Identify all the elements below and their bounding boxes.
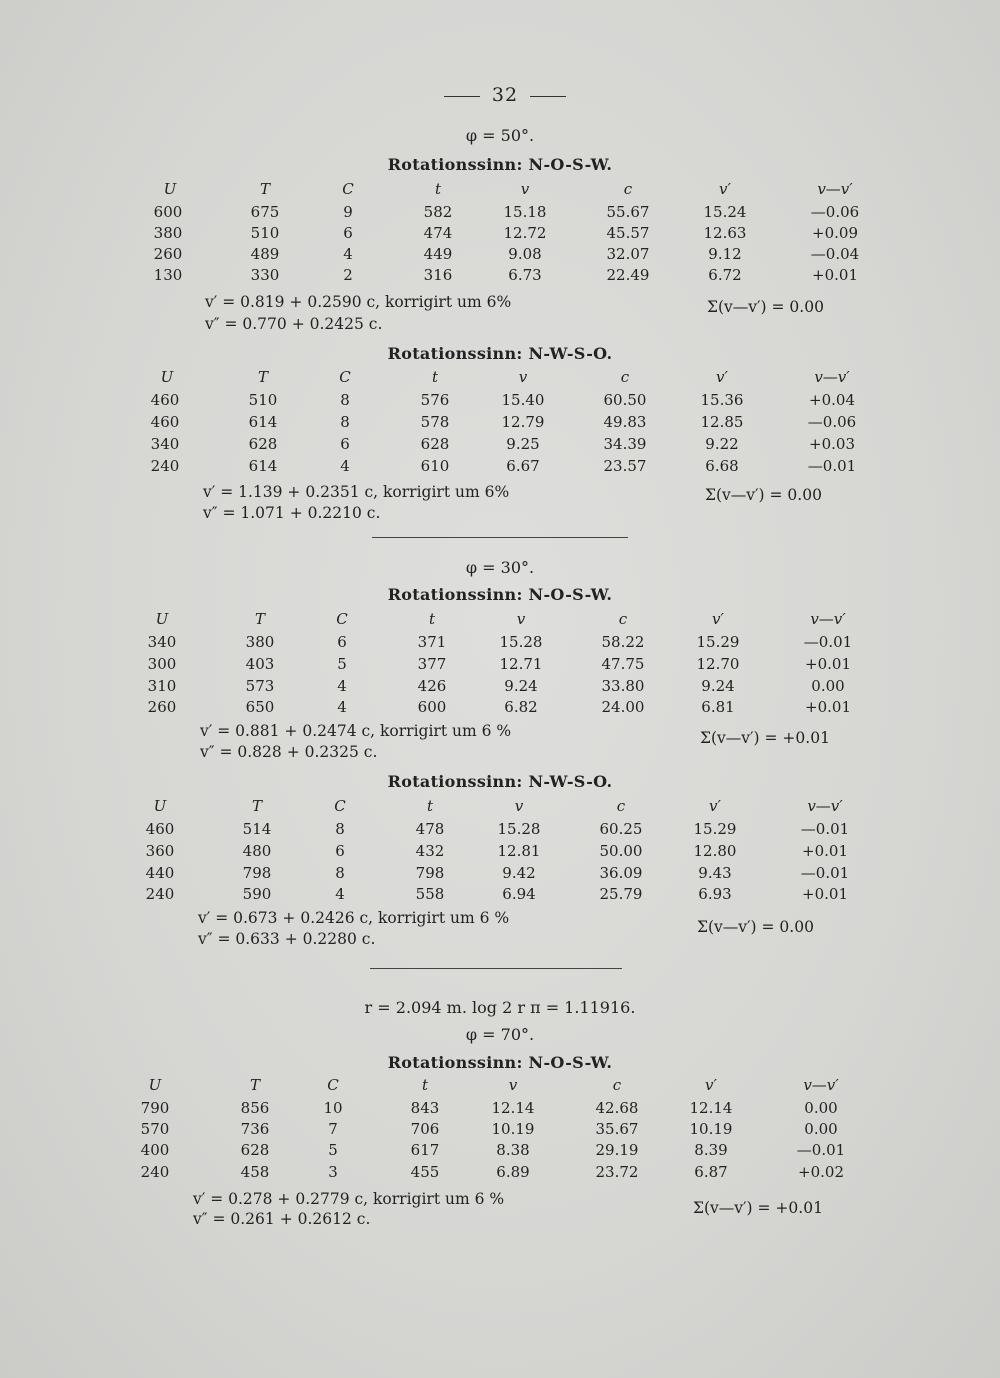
sum-difference: Σ(v—v′) = 0.00: [697, 918, 814, 936]
table-row: 790 856 10 843 12.14 42.68 12.14 0.00: [140, 1099, 838, 1117]
table-row: 340 628 6 628 9.25 34.39 9.22 +0.03: [150, 435, 855, 453]
sum-difference: Σ(v—v′) = +0.01: [693, 1199, 823, 1217]
table-row: 600 675 9 582 15.18 55.67 15.24 —0.06: [153, 203, 860, 221]
phi-heading: φ = 70°.: [465, 1025, 535, 1044]
formula-v-prime: v′ = 0.819 + 0.2590 c, korrigirt um 6%: [205, 293, 512, 311]
table-row: 380 510 6 474 12.72 45.57 12.63 +0.09: [153, 224, 858, 242]
formula-v-double-prime: v″ = 0.770 + 0.2425 c.: [205, 315, 383, 333]
table-row: 570 736 7 706 10.19 35.67 10.19 0.00: [140, 1120, 838, 1138]
page-number: 32: [430, 84, 580, 106]
table-row: 240 458 3 455 6.89 23.72 6.87 +0.02: [140, 1163, 844, 1181]
rotation-heading: Rotationssinn: N-O-S-W.: [387, 155, 613, 174]
table-row: 360 480 6 432 12.81 50.00 12.80 +0.01: [145, 842, 848, 860]
formula-v-prime: v′ = 0.673 + 0.2426 c, korrigirt um 6 %: [198, 909, 510, 927]
phi-heading: φ = 30°.: [465, 558, 535, 577]
sum-difference: Σ(v—v′) = +0.01: [700, 729, 830, 747]
table-header: U T C t v c v′ v—v′: [155, 610, 846, 628]
rotation-heading: Rotationssinn: N-O-S-W.: [387, 585, 613, 604]
rotation-heading: Rotationssinn: N-O-S-W.: [387, 1053, 613, 1072]
table-row: 300 403 5 377 12.71 47.75 12.70 +0.01: [147, 655, 851, 673]
table-row: 240 614 4 610 6.67 23.57 6.68 —0.01: [150, 457, 857, 475]
table-row: 460 510 8 576 15.40 60.50 15.36 +0.04: [150, 391, 855, 409]
formula-v-prime: v′ = 0.881 + 0.2474 c, korrigirt um 6 %: [200, 722, 512, 740]
formula-v-prime: v′ = 1.139 + 0.2351 c, korrigirt um 6%: [203, 483, 510, 501]
formula-v-prime: v′ = 0.278 + 0.2779 c, korrigirt um 6 %: [193, 1190, 505, 1208]
rotation-heading: Rotationssinn: N-W-S-O.: [387, 344, 613, 363]
formula-v-double-prime: v″ = 0.633 + 0.2280 c.: [198, 930, 376, 948]
table-row: 130 330 2 316 6.73 22.49 6.72 +0.01: [153, 266, 858, 284]
table-row: 310 573 4 426 9.24 33.80 9.24 0.00: [147, 677, 845, 695]
table-row: 260 489 4 449 9.08 32.07 9.12 —0.04: [153, 245, 860, 263]
section-divider: [372, 537, 628, 538]
table-row: 440 798 8 798 9.42 36.09 9.43 —0.01: [145, 864, 850, 882]
formula-v-double-prime: v″ = 1.071 + 0.2210 c.: [203, 504, 381, 522]
sum-difference: Σ(v—v′) = 0.00: [705, 486, 822, 504]
table-header: U T C t v c v′ v—v′: [163, 180, 853, 198]
rotation-heading: Rotationssinn: N-W-S-O.: [387, 772, 613, 791]
formula-v-double-prime: v″ = 0.828 + 0.2325 c.: [200, 743, 378, 761]
table-row: 260 650 4 600 6.82 24.00 6.81 +0.01: [147, 698, 851, 716]
radius-heading: r = 2.094 m. log 2 r π = 1.11916.: [364, 998, 636, 1017]
table-row: 400 628 5 617 8.38 29.19 8.39 —0.01: [140, 1141, 846, 1159]
table-header: U T C t v c v′ v—v′: [148, 1076, 839, 1094]
table-row: 240 590 4 558 6.94 25.79 6.93 +0.01: [145, 885, 848, 903]
table-row: 340 380 6 371 15.28 58.22 15.29 —0.01: [147, 633, 853, 651]
section-divider: [370, 968, 622, 969]
table-header: U T C t v c v′ v—v′: [153, 797, 843, 815]
table-header: U T C t v c v′ v—v′: [160, 368, 850, 386]
formula-v-double-prime: v″ = 0.261 + 0.2612 c.: [193, 1210, 371, 1228]
phi-heading: φ = 50°.: [465, 126, 535, 145]
table-row: 460 514 8 478 15.28 60.25 15.29 —0.01: [145, 820, 850, 838]
table-row: 460 614 8 578 12.79 49.83 12.85 —0.06: [150, 413, 857, 431]
sum-difference: Σ(v—v′) = 0.00: [707, 298, 824, 316]
